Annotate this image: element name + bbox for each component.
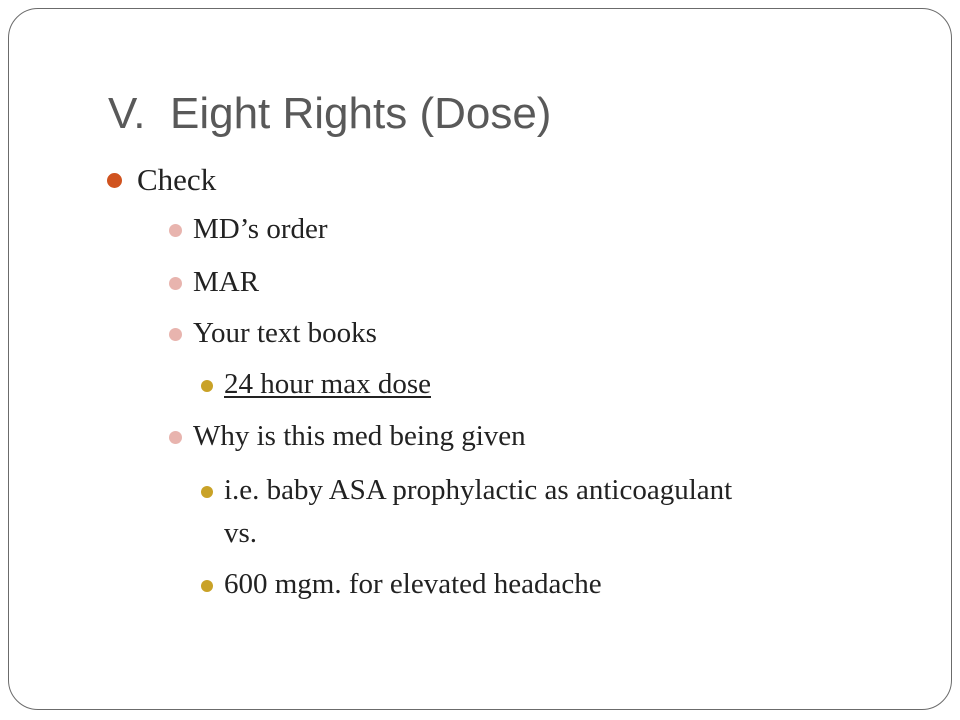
bullet-why-given xyxy=(193,420,526,453)
bullet-mds-order xyxy=(193,213,328,246)
bullet-text-books xyxy=(193,317,377,350)
bullet-label: MAR xyxy=(193,266,260,298)
bullet-label: i.e. baby ASA prophylactic as anticoagulant xyxy=(224,474,733,506)
slide-title: V. Eight Rights (Dose) xyxy=(108,89,552,138)
bullet-label: Your text books xyxy=(193,317,377,349)
bullet-dot-icon xyxy=(169,431,182,444)
bullet-dot-icon xyxy=(201,580,213,592)
bullet-dot-icon xyxy=(169,277,182,290)
bullet-dot-icon xyxy=(169,328,182,341)
bullet-dot-icon xyxy=(107,173,122,188)
bullet-label: 24 hour max dose xyxy=(224,368,431,400)
bullet-dot-icon xyxy=(201,486,213,498)
bullet-label: 600 mgm. for elevated headache xyxy=(224,568,602,600)
bullet-dot-icon xyxy=(169,224,182,237)
bullet-label: Check xyxy=(137,162,217,197)
bullet-baby-asa xyxy=(224,474,732,507)
bullet-mar xyxy=(193,266,259,299)
bullet-dot-icon xyxy=(201,380,213,392)
bullet-max-dose xyxy=(224,368,431,401)
bullet-label: Why is this med being given xyxy=(193,420,526,452)
bullet-label: MD’s order xyxy=(193,213,328,245)
bullet-headache xyxy=(224,568,602,601)
bullet-baby-asa-continuation: vs. xyxy=(224,517,258,549)
bullet-check xyxy=(137,162,216,198)
